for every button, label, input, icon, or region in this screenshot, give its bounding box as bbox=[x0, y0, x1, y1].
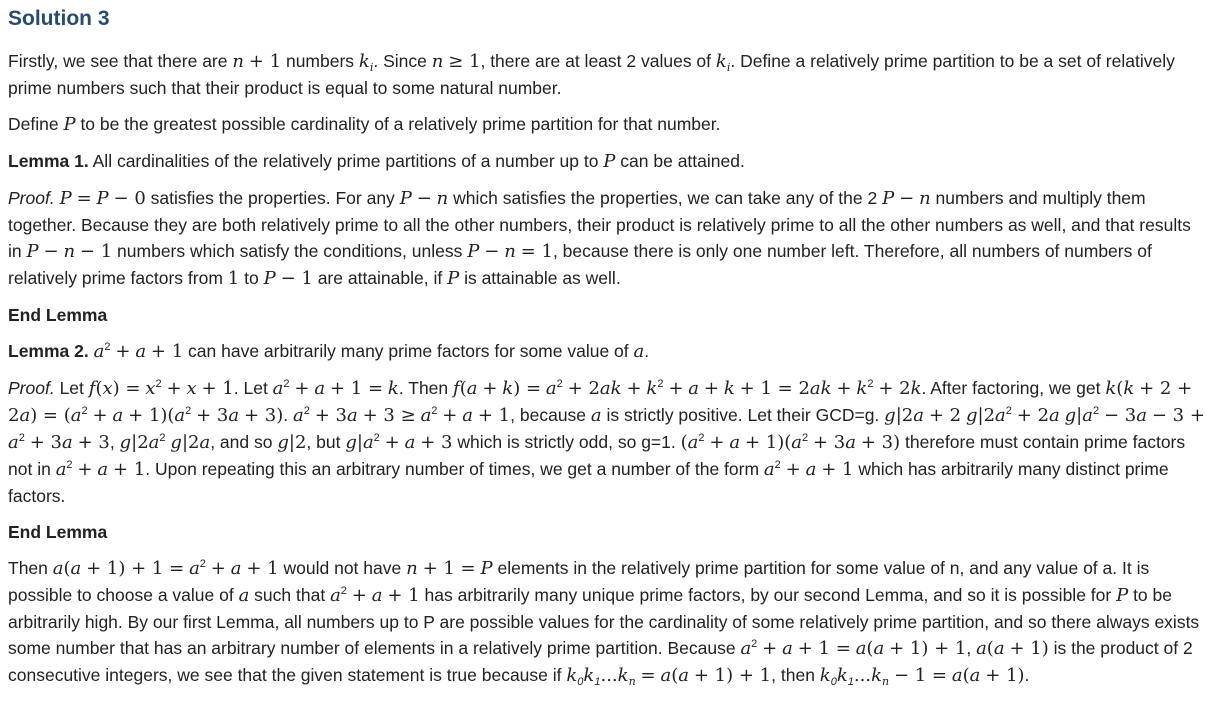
paragraph-define-p: Define P to be the greatest possible cardinality of a relatively prime partition for that number. bbox=[8, 114, 721, 135]
lemma-1-statement: Lemma 1. All cardinalities of the relatively prime partitions of a number up to P can be attained. bbox=[8, 151, 745, 172]
lemma-1-proof: Proof. P = P − 0 satisfies the properties. For any P − n which satisfies the properties, we can take any of the 2 P − n numbers and multiply them together. Because they are both relatively prime to all the other numbers, their product is relatively prime to all the other numbers as well, and that results in P − n − 1 numbers which satisfy the conditions, unless P − n = 1, because there is only one number left. Therefore, all numbers of numbers of relatively prime factors from 1 to P − 1 are attainable, if P is attainable as well. bbox=[8, 188, 1191, 289]
lemma-1-label: Lemma 1. bbox=[8, 151, 89, 171]
lemma-2-proof: Proof. Let $f(x) = x^2 + x + 1$. Let $a^2 + a + 1 = k$. Then $f(a + k) = a^2 + 2ak + k^2 + a + k + 1 = 2ak + k^2 + 2k$. After factoring, we get $k(k + 2 + 2a) = (a^2 + a + 1)(a^2 + 3a + 3)$. $a^2 + 3a + 3 \ge a^2 + a + 1$, because a is strictly positive. Let their GCD=g. g|2a + 2 $g|2a^2 + 2a$ $g|a^2 - 3a - 3 + a^2 + 3a + 3$, $g|2a^2$ g|2a, and so g|2, but $g|a^2 + a + 3$ which is strictly odd, so g=1. $(a^2 + a + 1)(a^2 + 3a + 3)$ therefore must contain prime factors not in $a^2 + a + 1$. Upon repeating this an arbitrary number of times, we get a number of the form $a^2 + a + 1$ which has arbitrarily many distinct prime factors. bbox=[8, 378, 1205, 506]
paragraph-intro: Firstly, we see that there are n + 1 numbers $k_i$. Since n ≥ 1, there are at least 2 values of $k_i$. Define a relatively prime partition to be a set of relatively prime numbers such that their product is equal to some natural number. bbox=[8, 51, 1175, 98]
proof-2-label: Proof. bbox=[8, 378, 55, 398]
proof-1-label: Proof. bbox=[8, 188, 55, 208]
paragraph-conclusion: Then $a(a + 1) + 1 = a^2 + a + 1$ would not have n + 1 = P elements in the relatively prime partition for some value of n, and any value of a. It is possible to choose a value of a such that $a^2 + a + 1$ has arbitrarily many unique prime factors, by our second Lemma, and so it is possible for P to be arbitrarily high. By our first Lemma, all numbers up to P are possible values for the cardinality of some relatively prime partition, and so there always exists some number that has an arbitrary number of elements in a relatively prime partition. Because $a^2 + a + 1 = a(a + 1) + 1$, a(a + 1) is the product of 2 consecutive integers, we see that the given statement is true because if $k_0k_1...k_n = a(a + 1) + 1$, then $k_0k_1...k_n - 1 = a(a + 1)$. bbox=[8, 558, 1200, 688]
end-lemma-2: End Lemma bbox=[8, 522, 108, 542]
lemma-2-statement: Lemma 2. $a^2 + a + 1$ can have arbitrarily many prime factors for some value of a. bbox=[8, 341, 650, 362]
end-lemma-1: End Lemma bbox=[8, 305, 108, 325]
lemma-2-label: Lemma 2. bbox=[8, 341, 89, 361]
solution-title: Solution 3 bbox=[8, 7, 110, 30]
